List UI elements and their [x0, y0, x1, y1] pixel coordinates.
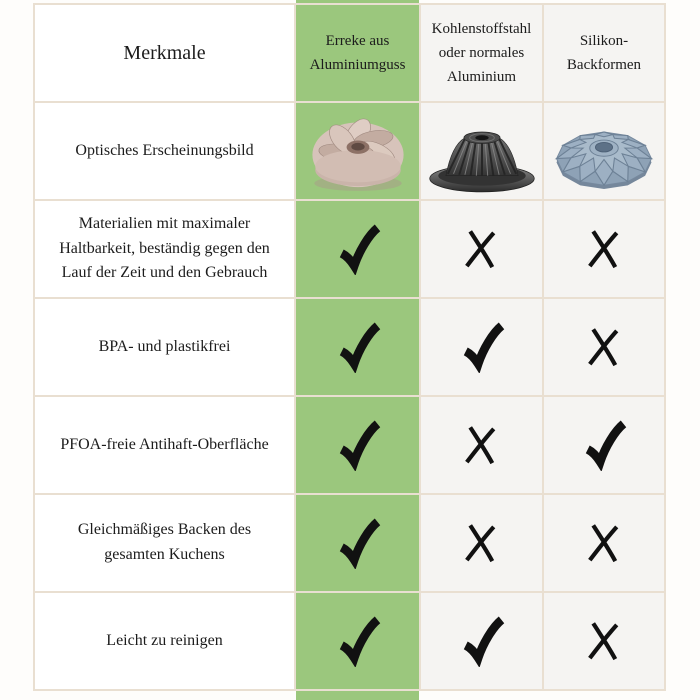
- mark-cell: [421, 201, 542, 297]
- cross-icon: [458, 224, 505, 274]
- mark-cell: [544, 495, 664, 591]
- check-icon: [332, 615, 384, 667]
- header-col-carbon-steel: Kohlenstoffstahl oder normales Aluminium: [421, 5, 542, 101]
- cross-icon: [581, 616, 628, 666]
- cross-icon: [581, 518, 628, 568]
- header-features: Merkmale: [35, 5, 294, 101]
- check-icon: [456, 615, 508, 667]
- image-cell-silicone: [544, 103, 664, 199]
- row-label-easy-cleaning: Leicht zu reinigen: [35, 593, 294, 689]
- mark-cell: [296, 201, 419, 297]
- check-icon: [332, 321, 384, 373]
- mark-cell: [421, 495, 542, 591]
- row-label-pfoa-free: PFOA-freie Antihaft-Oberfläche: [35, 397, 294, 493]
- mark-cell: [296, 495, 419, 591]
- bundt-pan-aluminium-image: [301, 105, 415, 197]
- image-cell-erreke: [296, 103, 419, 199]
- mark-cell: [421, 593, 542, 689]
- header-col-erreke: Erreke aus Aluminiumguss: [296, 5, 419, 101]
- bundt-pan-steel-image: [425, 105, 539, 197]
- check-icon: [332, 419, 384, 471]
- mark-cell: [544, 299, 664, 395]
- check-icon: [332, 223, 384, 275]
- mark-cell: [296, 593, 419, 689]
- cross-icon: [581, 224, 628, 274]
- row-label-appearance: Optisches Erscheinungsbild: [35, 103, 294, 199]
- mark-cell: [296, 299, 419, 395]
- cross-icon: [581, 322, 628, 372]
- mark-cell: [421, 397, 542, 493]
- mark-cell: [421, 299, 542, 395]
- cross-icon: [458, 420, 505, 470]
- row-label-bpa-free: BPA- und plastikfrei: [35, 299, 294, 395]
- mark-cell: [544, 201, 664, 297]
- mark-cell: [544, 397, 664, 493]
- row-label-even-baking: Gleichmäßiges Backen des gesamten Kuchens: [35, 495, 294, 591]
- cross-icon: [458, 518, 505, 568]
- mark-cell: [296, 397, 419, 493]
- mark-cell: [544, 593, 664, 689]
- row-label-durability: Materialien mit maximaler Haltbarkeit, beständig gegen den Lauf der Zeit und den Gebrauch: [35, 201, 294, 297]
- comparison-table: [33, 3, 666, 691]
- check-icon: [456, 321, 508, 373]
- bundt-pan-silicone-image: [547, 105, 661, 197]
- header-col-silicone: Silikon-Backformen: [544, 5, 664, 101]
- image-cell-carbon-steel: [421, 103, 542, 199]
- check-icon: [578, 419, 630, 471]
- check-icon: [332, 517, 384, 569]
